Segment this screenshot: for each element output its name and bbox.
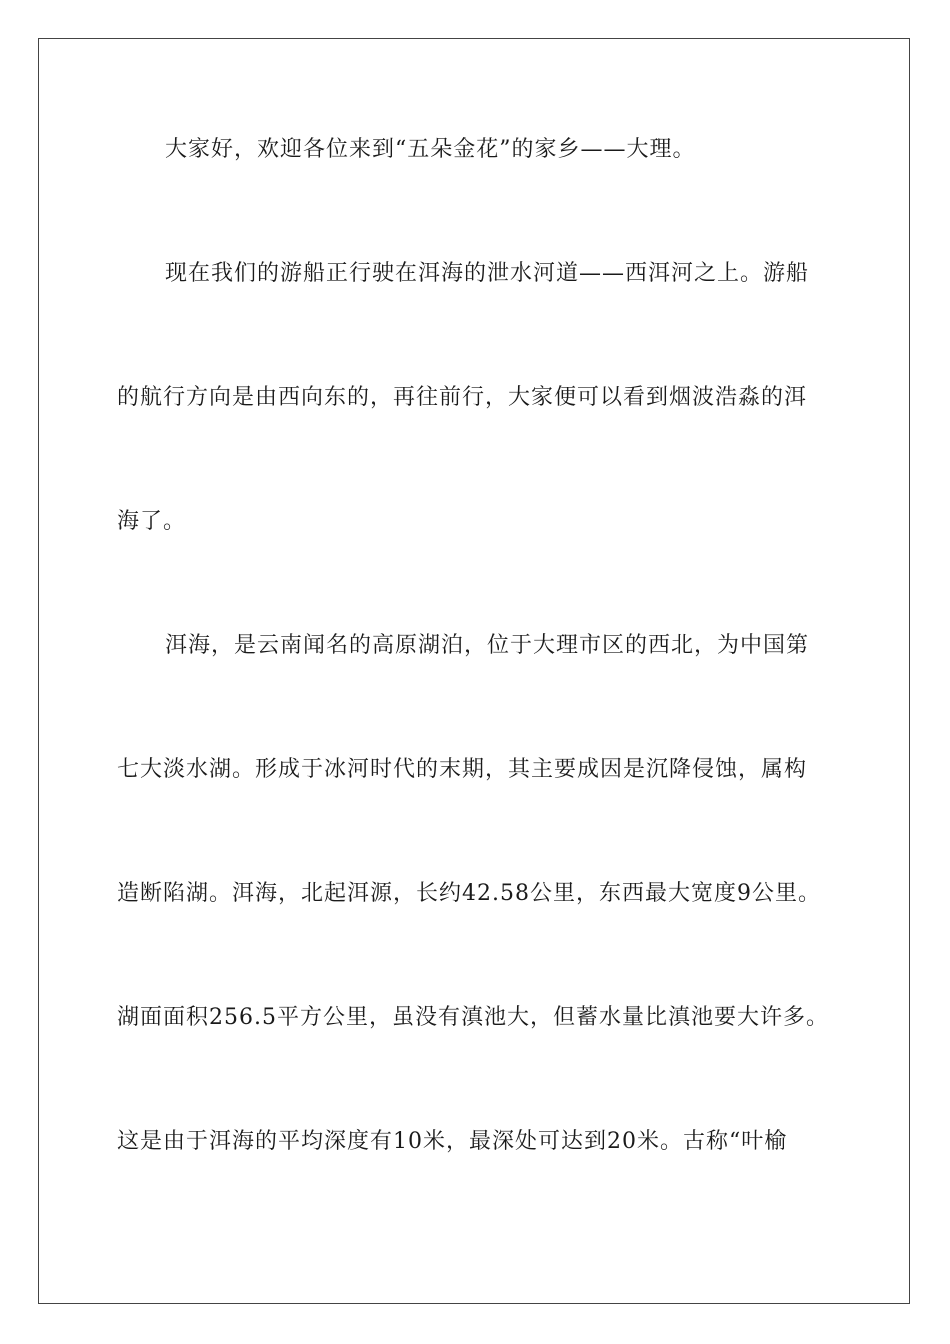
paragraph-boat-line-3: 海了。	[117, 509, 187, 534]
paragraph-erhai-line-4: 湖面面积256.5平方公里，虽没有滇池大，但蓄水量比滇池要大许多。	[117, 1005, 829, 1030]
page-frame	[38, 38, 910, 1304]
paragraph-erhai-line-1: 洱海，是云南闻名的高原湖泊，位于大理市区的西北，为中国第	[165, 633, 810, 658]
paragraph-erhai-line-5: 这是由于洱海的平均深度有10米，最深处可达到20米。古称“叶榆	[117, 1129, 788, 1154]
paragraph-greeting-line: 大家好，欢迎各位来到“五朵金花”的家乡——大理。	[165, 137, 696, 162]
paragraph-boat-line-2: 的航行方向是由西向东的，再往前行，大家便可以看到烟波浩淼的洱	[117, 385, 808, 410]
paragraph-erhai-line-3: 造断陷湖。洱海，北起洱源，长约42.58公里，东西最大宽度9公里。	[117, 881, 821, 906]
paragraph-erhai-line-2: 七大淡水湖。形成于冰河时代的末期，其主要成因是沉降侵蚀，属构	[117, 757, 808, 782]
paragraph-boat-line-1: 现在我们的游船正行驶在洱海的泄水河道——西洱河之上。游船	[165, 261, 810, 286]
